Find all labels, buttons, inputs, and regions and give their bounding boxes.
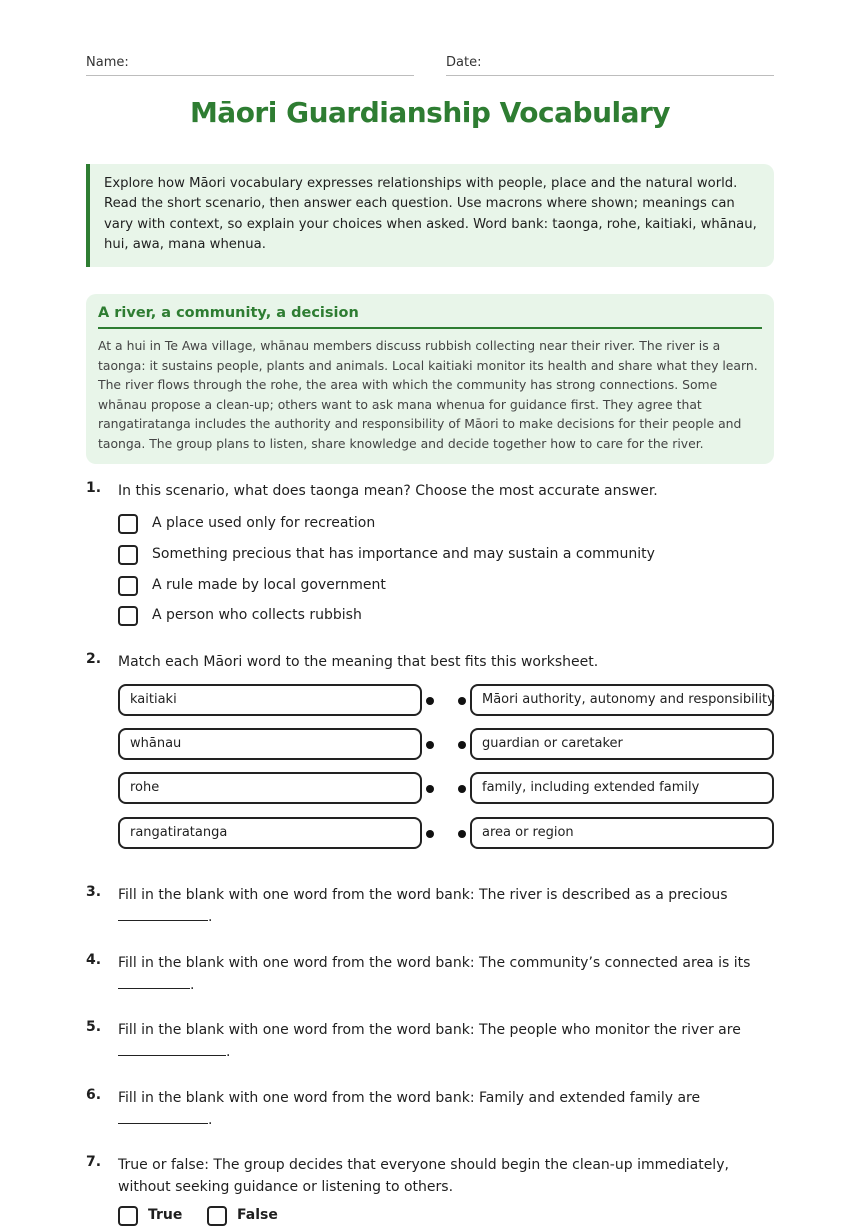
page-title: Māori Guardianship Vocabulary (189, 96, 671, 129)
question-text: Fill in the blank with one word from the word bank: Family and extended family are (118, 1090, 701, 1106)
checkbox[interactable] (118, 576, 138, 596)
option-label: A place used only for recreation (152, 515, 376, 531)
checkbox[interactable] (118, 514, 138, 534)
question-number: 1. (86, 480, 102, 496)
checkbox[interactable] (118, 606, 138, 626)
scenario-heading: A river, a community, a decision (98, 305, 762, 329)
period: . (208, 1112, 213, 1128)
intro-callout (86, 164, 774, 267)
blank-input[interactable] (118, 906, 208, 921)
blank-input[interactable] (118, 974, 190, 989)
question-text: Fill in the blank with one word from the word bank: The people who monitor the river are (118, 1022, 741, 1038)
question-number: 5. (86, 1019, 102, 1035)
match-dot[interactable] (458, 741, 466, 749)
match-term[interactable]: whānau (118, 728, 422, 760)
answer-line (118, 974, 194, 993)
question-number: 4. (86, 952, 102, 968)
blank-input[interactable] (118, 1109, 208, 1124)
scenario-text: At a hui in Te Awa village, whānau members discuss rubbish collecting near their river. The river is a taonga: it sustains people, plants and animals. Local kaitiaki monitor its health and share what they learn. The river flows through the rohe, the area with which the community has strong connections. Some whānau propose a clean-up; others want to ask mana whenua for guidance first. They agree that rangatiratanga includes the authority and responsibility of Māori to make decisions for their people and taonga. The group plans to listen, share knowledge and decide together how to care for the river. (98, 338, 758, 451)
question-number: 2. (86, 651, 102, 667)
match-dot[interactable] (426, 741, 434, 749)
answer-line (118, 906, 212, 925)
period: . (208, 909, 213, 925)
checkbox[interactable] (118, 545, 138, 565)
option-label: A rule made by local government (152, 577, 386, 593)
intro-text: Explore how Māori vocabulary expresses relationships with people, place and the natural world. Read the short scenario, then answer each question. Use macrons where shown; meanings can vary with context, so explain your choices when asked. Word bank: taonga, rohe, kaitiaki, whānau, hui, awa, mana whenua. (104, 176, 757, 253)
match-dot[interactable] (426, 697, 434, 705)
match-meaning[interactable]: guardian or caretaker (470, 728, 774, 760)
period: . (226, 1044, 231, 1060)
answer-line (118, 1109, 212, 1128)
question-text: Match each Māori word to the meaning that best fits this worksheet. (118, 654, 599, 670)
blank-input[interactable] (118, 1041, 226, 1056)
question-number: 6. (86, 1087, 102, 1103)
scenario-box (86, 294, 774, 464)
match-dot[interactable] (458, 830, 466, 838)
question-text: In this scenario, what does taonga mean? Choose the most accurate answer. (118, 483, 658, 499)
match-term[interactable]: rohe (118, 772, 422, 804)
name-field[interactable] (86, 54, 414, 76)
question-number: 3. (86, 884, 102, 900)
match-dot[interactable] (458, 785, 466, 793)
option-label: Something precious that has importance and may sustain a community (152, 546, 655, 562)
question-text: Fill in the blank with one word from the word bank: The river is described as a precious (118, 887, 728, 903)
match-dot[interactable] (426, 830, 434, 838)
answer-line (118, 1041, 230, 1060)
match-meaning[interactable]: Māori authority, autonomy and responsibility (470, 684, 774, 716)
match-dot[interactable] (426, 785, 434, 793)
name-date-row (86, 54, 774, 78)
match-meaning[interactable]: area or region (470, 817, 774, 849)
checkbox[interactable] (118, 1206, 138, 1226)
checkbox[interactable] (207, 1206, 227, 1226)
question-number: 7. (86, 1154, 102, 1170)
option-label: A person who collects rubbish (152, 607, 362, 623)
name-label: Name: (86, 55, 129, 70)
question-text: True or false: The group decides that everyone should begin the clean-up immediately, without seeking guidance or listening to others. (118, 1157, 729, 1195)
true-label: True (148, 1207, 183, 1223)
match-meaning[interactable]: family, including extended family (470, 772, 774, 804)
false-label: False (237, 1207, 278, 1223)
match-term[interactable]: rangatiratanga (118, 817, 422, 849)
match-term[interactable]: kaitiaki (118, 684, 422, 716)
date-field[interactable] (446, 54, 774, 76)
date-label: Date: (446, 55, 482, 70)
question-text: Fill in the blank with one word from the word bank: The community’s connected area is its (118, 955, 751, 971)
period: . (190, 977, 195, 993)
match-dot[interactable] (458, 697, 466, 705)
